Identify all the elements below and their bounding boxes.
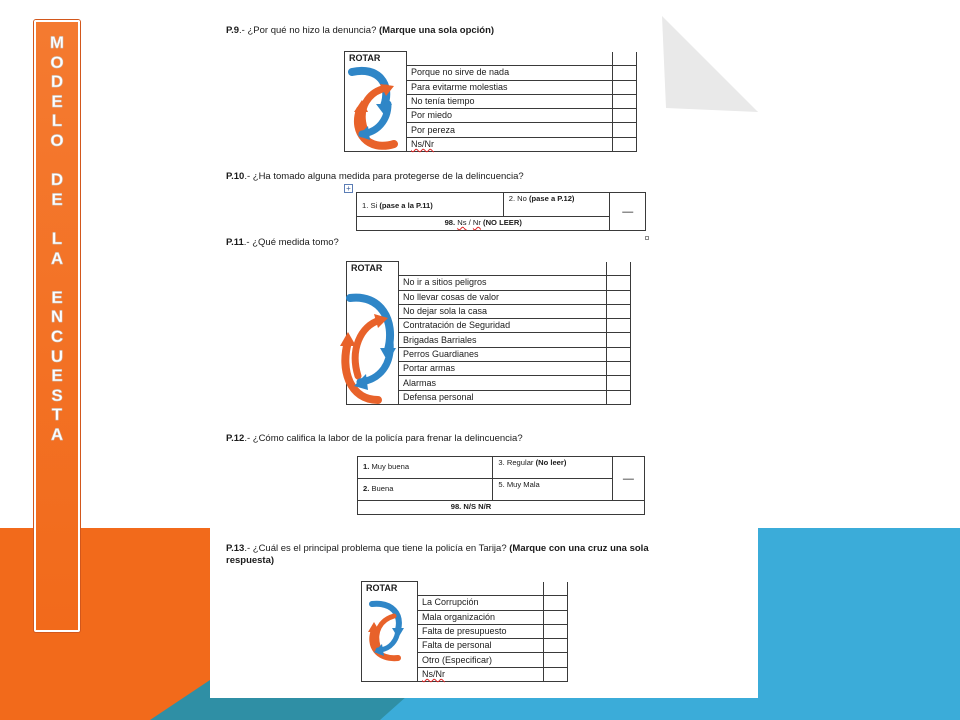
p11-text: .- ¿Qué medida tomo? — [243, 237, 339, 248]
answer-checkbox[interactable] — [607, 304, 631, 318]
p10-number: P.10 — [226, 171, 245, 182]
option-label: No tenía tiempo — [407, 94, 613, 108]
rotate-cell — [347, 276, 399, 290]
option-label: Otro (Especificar) — [418, 653, 544, 667]
p12-option-1: 1. Muy buena — [358, 457, 493, 479]
p12-option-2: 2. Buena — [358, 479, 493, 501]
answer-checkbox[interactable] — [613, 94, 637, 108]
question-p10 — [226, 171, 524, 183]
option-label: Falta de presupuesto — [418, 624, 544, 638]
option-row — [362, 667, 568, 681]
p12-text: .- ¿Cómo califica la labor de la policía para frenar la delincuencia? — [244, 433, 523, 444]
p13-note-line1: (Marque con una cruz una sola — [509, 543, 649, 554]
title-letter: D — [50, 72, 64, 92]
title-letter: A — [50, 248, 64, 268]
p9-note: (Marque una sola opción) — [379, 25, 495, 36]
answer-checkbox[interactable] — [544, 639, 568, 653]
title-letter: E — [51, 91, 63, 111]
option-label: Brigadas Barriales — [399, 333, 607, 347]
answer-checkbox[interactable] — [613, 80, 637, 94]
answer-checkbox[interactable] — [613, 123, 637, 137]
answer-checkbox[interactable] — [544, 653, 568, 667]
answer-checkbox[interactable] — [544, 624, 568, 638]
title-letter: D — [50, 170, 64, 190]
answer-checkbox[interactable] — [607, 390, 631, 404]
answer-checkbox[interactable] — [544, 667, 568, 681]
title-letter: E — [51, 287, 63, 307]
title-letter: L — [51, 228, 63, 248]
title-letter: U — [50, 346, 64, 366]
title-letter: E — [51, 189, 63, 209]
p13-text: .- ¿Cuál es el principal problema que tiene la policía en Tarija? — [244, 543, 507, 554]
option-label: Mala organización — [418, 610, 544, 624]
option-label: Alarmas — [399, 376, 607, 390]
p11-rotar: ROTAR — [347, 262, 399, 276]
title-letter: N — [50, 307, 64, 327]
p13-rotar: ROTAR — [362, 582, 418, 596]
option-label: No llevar cosas de valor — [399, 290, 607, 304]
title-letter: S — [51, 385, 63, 405]
p12-option-3: 3. Regular (No leer) — [493, 457, 612, 479]
p10-text: .- ¿Ha tomado alguna medida para protegerse de la delincuencia? — [244, 171, 524, 182]
answer-checkbox[interactable] — [544, 610, 568, 624]
answer-checkbox[interactable] — [607, 362, 631, 376]
p13-rotate-arrows-icon — [362, 598, 412, 664]
p12-ns-nr: 98. N/S N/R — [358, 501, 645, 515]
p12-number: P.12 — [226, 433, 245, 444]
resize-handle[interactable] — [645, 236, 649, 240]
page-fold-corner — [662, 16, 758, 112]
title-letter: C — [50, 326, 64, 346]
option-label: Contratación de Seguridad — [399, 319, 607, 333]
p12-option-5: 5. Muy Mala — [493, 479, 612, 501]
plus-box-icon[interactable]: + — [344, 184, 353, 193]
answer-checkbox[interactable] — [613, 137, 637, 151]
answer-checkbox[interactable] — [607, 376, 631, 390]
p13-number: P.13 — [226, 543, 245, 554]
option-label: Por miedo — [407, 109, 613, 123]
title-letter: O — [50, 52, 64, 72]
p10-ns-nr: 98. Ns / Nr (NO LEER) — [357, 217, 610, 231]
title-letter: T — [51, 405, 63, 425]
answer-checkbox[interactable] — [607, 319, 631, 333]
answer-checkbox[interactable] — [607, 347, 631, 361]
p13-note-line2: respuesta) — [226, 555, 275, 566]
p9-rotate-arrows-icon — [338, 62, 412, 158]
p11-number: P.11 — [226, 237, 244, 248]
p11-rotate-arrows-icon — [336, 290, 410, 406]
p9-number: P.9 — [226, 25, 240, 36]
p10-option-no: 2. No (pase a P.12) — [503, 193, 610, 217]
answer-checkbox[interactable] — [607, 333, 631, 347]
answer-checkbox[interactable] — [607, 276, 631, 290]
option-label: Perros Guardianes — [399, 347, 607, 361]
answer-checkbox[interactable] — [613, 66, 637, 80]
title-letter: E — [51, 366, 63, 386]
title-letter: O — [50, 130, 64, 150]
option-label: Por pereza — [407, 123, 613, 137]
p9-text: .- ¿Por qué no hizo la denuncia? — [239, 25, 377, 36]
answer-checkbox[interactable] — [613, 109, 637, 123]
question-p13 — [226, 543, 748, 567]
p12-grid — [357, 456, 645, 515]
vertical-title — [34, 20, 80, 632]
p10-dash: — — [610, 193, 646, 231]
option-label: No ir a sitios peligros — [399, 276, 607, 290]
option-label: Ns/Nr — [418, 667, 544, 681]
rotate-cell — [362, 667, 418, 681]
p10-option-yes: 1. Si (pase a la P.11) — [357, 193, 504, 217]
title-letter: L — [51, 111, 63, 131]
option-label: Ns/Nr — [407, 137, 613, 151]
option-label: La Corrupción — [418, 596, 544, 610]
option-label: Defensa personal — [399, 390, 607, 404]
option-label: Porque no sirve de nada — [407, 66, 613, 80]
answer-checkbox[interactable] — [544, 596, 568, 610]
option-row — [347, 276, 631, 290]
p10-grid — [356, 192, 646, 231]
title-letter: M — [49, 33, 65, 52]
option-label: Para evitarme molestias — [407, 80, 613, 94]
question-p11 — [226, 237, 339, 249]
question-p12 — [226, 433, 523, 445]
option-label: Portar armas — [399, 362, 607, 376]
p12-dash: — — [612, 457, 644, 501]
option-label: Falta de personal — [418, 639, 544, 653]
title-letter: A — [50, 424, 64, 444]
option-label: No dejar sola la casa — [399, 304, 607, 318]
p9-rotar: ROTAR — [345, 52, 407, 66]
question-p9 — [226, 25, 494, 37]
answer-checkbox[interactable] — [607, 290, 631, 304]
